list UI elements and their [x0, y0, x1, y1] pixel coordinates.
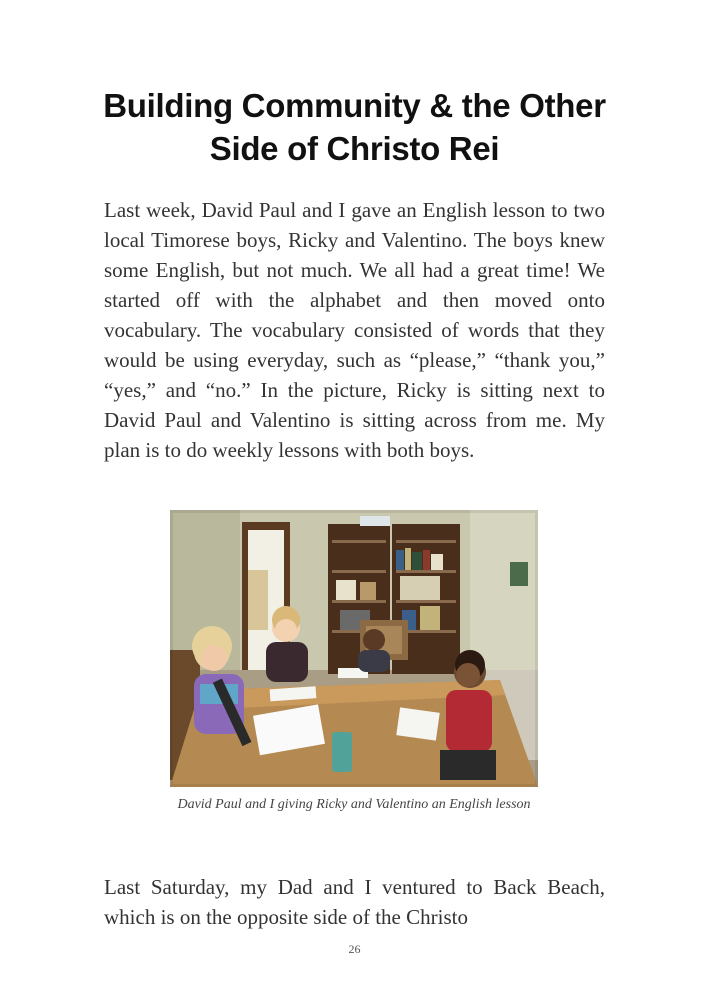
page-title: Building Community & the Other Side of Christo Rei [103, 87, 606, 167]
photo-caption: David Paul and I giving Ricky and Valentino an English lesson [177, 797, 531, 812]
body-paragraph-english-lesson: Last week, David Paul and I gave an English lesson to two local Timorese boys, Ricky and Valentino. The boys knew some English, but not much. We all had a great time! We started off with the alphabet and then moved onto vocabulary. The vocabulary consisted of words that they would be using everyday, such as “please,” “thank you,” “yes,” and “no.” In the picture, Ricky is sitting next to David Paul and Valentino is sitting across from me. My plan is to do weekly lessons with both boys. [104, 198, 605, 462]
page-number: 26 [348, 942, 361, 956]
lesson-photo-illustration [170, 510, 538, 787]
body-paragraph-back-beach: Last Saturday, my Dad and I ventured to Back Beach, which is on the opposite side of the Christo [104, 875, 605, 929]
lesson-photo [170, 510, 538, 787]
